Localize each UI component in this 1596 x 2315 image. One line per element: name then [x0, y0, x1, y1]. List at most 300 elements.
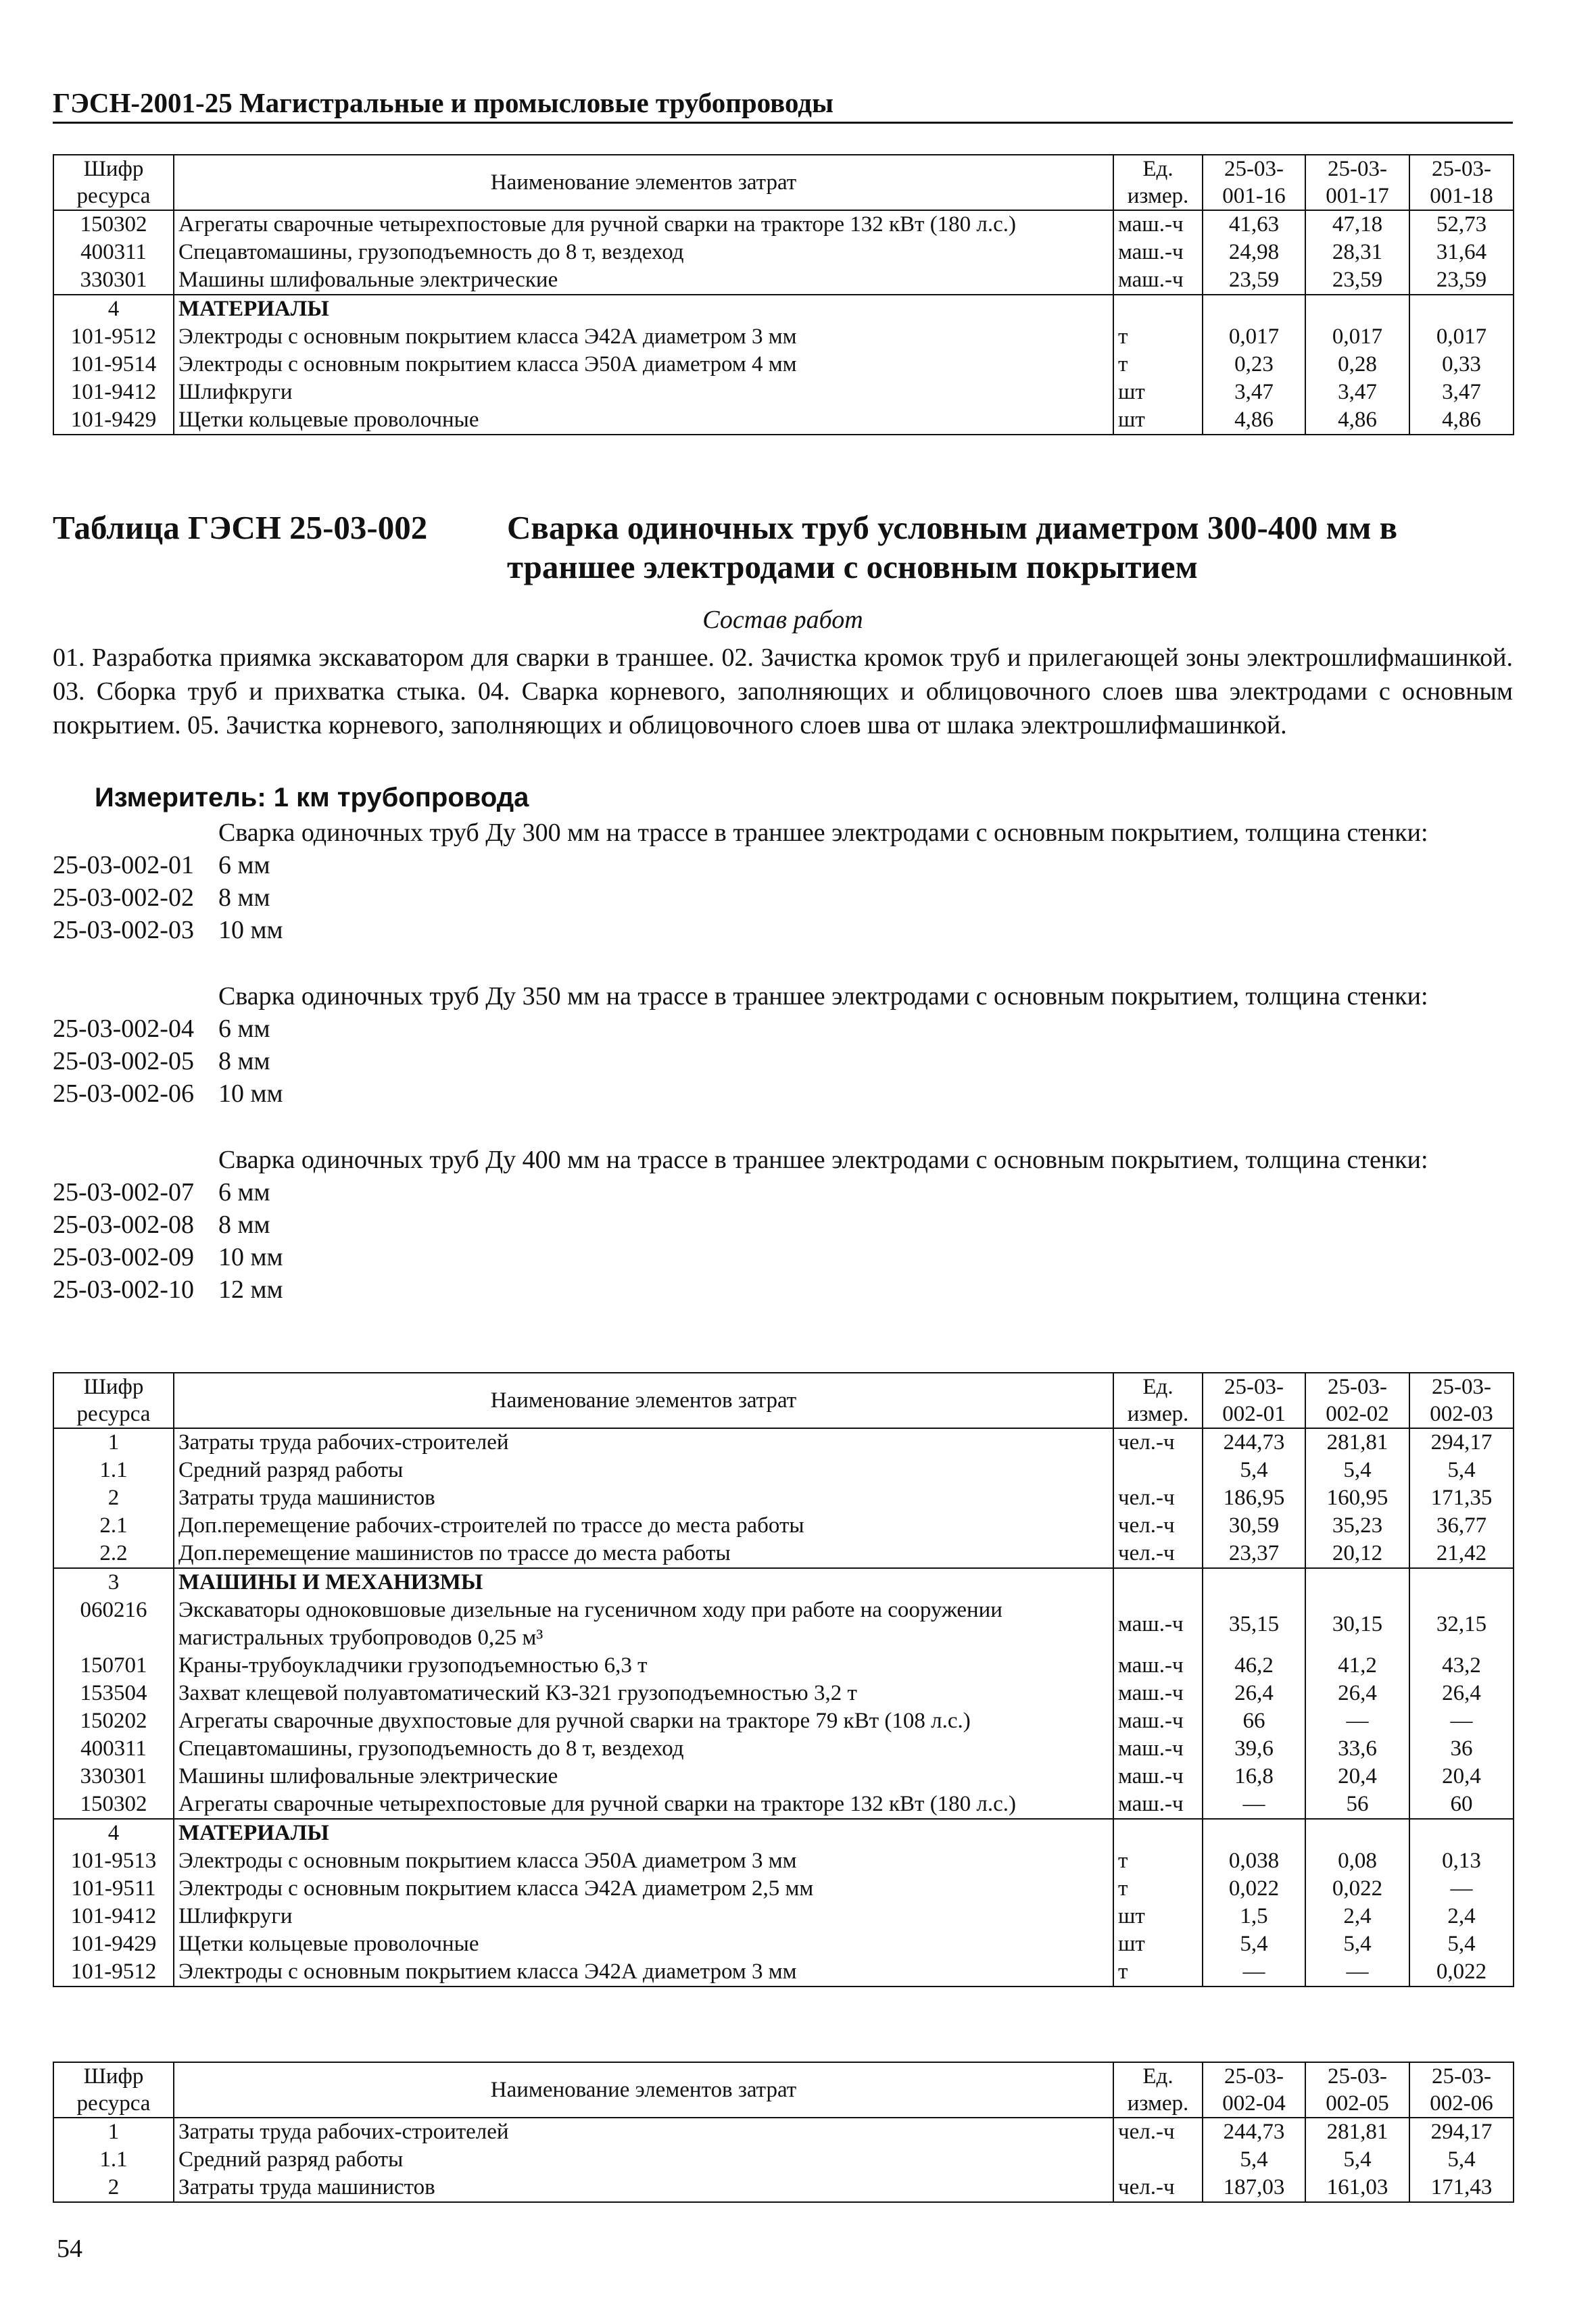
- resource-name-text: Щетки кольцевые проволочные: [178, 408, 479, 432]
- norm-thickness: 8 мм: [218, 1047, 270, 1075]
- unit: [1113, 1457, 1203, 1484]
- resource-name: [174, 1958, 1113, 1987]
- value: 186,95: [1203, 1484, 1305, 1512]
- resource-name-text: Доп.перемещение машинистов по трассе до места работы: [178, 1541, 731, 1565]
- resource-table-2: [53, 1372, 1514, 1987]
- value: 21,42: [1409, 1540, 1514, 1568]
- resource-name: [174, 266, 1113, 295]
- resource-code: 2.1: [53, 1512, 174, 1540]
- value: 161,03: [1305, 2174, 1409, 2202]
- value: 0,022: [1305, 1875, 1409, 1903]
- resource-name-text: Средний разряд работы: [178, 1458, 404, 1482]
- resource-name-text: Экскаваторы одноковшовые дизельные на гусеничном ходу при работе на сооружении: [178, 1598, 1002, 1622]
- unit: т: [1113, 323, 1203, 351]
- table-body: [53, 210, 1514, 435]
- resource-name-text: Спецавтомашины, грузоподъемность до 8 т, вездеход: [178, 1736, 684, 1761]
- resource-name: [174, 1707, 1113, 1735]
- unit: т: [1113, 351, 1203, 379]
- resource-code: 4: [53, 1819, 174, 1847]
- header-c1: 25-03-001-16: [1203, 155, 1305, 210]
- norm-item: [53, 1013, 1513, 1045]
- value: 3,47: [1203, 379, 1305, 406]
- value: 294,17: [1409, 1428, 1514, 1457]
- resource-code: 101-9513: [53, 1847, 174, 1875]
- norm-group: [53, 817, 1513, 946]
- unit: маш.-ч: [1113, 1680, 1203, 1707]
- table-row: [53, 2146, 1514, 2174]
- table-body: [53, 2118, 1514, 2202]
- unit: [1113, 2146, 1203, 2174]
- norm-item: [53, 1176, 1513, 1209]
- norm-thickness: 6 мм: [218, 1015, 270, 1043]
- resource-name: [174, 1847, 1113, 1875]
- value: 36: [1409, 1735, 1514, 1763]
- norm-item: [53, 1273, 1513, 1306]
- table-header: [53, 155, 1514, 210]
- value: 20,4: [1409, 1763, 1514, 1790]
- header-c3: 25-03-002-06: [1409, 2062, 1514, 2118]
- norm-thickness: 10 мм: [218, 1243, 283, 1271]
- value: 1,5: [1203, 1903, 1305, 1930]
- value: 294,17: [1409, 2118, 1514, 2146]
- value: 5,4: [1203, 2146, 1305, 2174]
- table-row: [53, 210, 1514, 239]
- value: [1409, 1568, 1514, 1597]
- resource-code: 101-9412: [53, 1903, 174, 1930]
- unit: чел.-ч: [1113, 1512, 1203, 1540]
- table-row: [53, 406, 1514, 435]
- running-head: ГЭСН-2001-25 Магистральные и промысловые трубопроводы: [53, 87, 1513, 124]
- value: 32,15: [1409, 1597, 1514, 1652]
- header-name: Наименование элементов затрат: [174, 1373, 1113, 1428]
- resource-name-text: Машины шлифовальные электрические: [178, 268, 558, 292]
- value: 171,35: [1409, 1484, 1514, 1512]
- value: 3,47: [1409, 379, 1514, 406]
- value: [1305, 1568, 1409, 1597]
- table-code: Таблица ГЭСН 25-03-002: [53, 509, 428, 546]
- resource-name: [174, 1484, 1113, 1512]
- unit: чел.-ч: [1113, 1540, 1203, 1568]
- table-row: [53, 1958, 1514, 1987]
- table-row: [53, 2174, 1514, 2202]
- norm-code: 25-03-002-01: [53, 851, 194, 879]
- table-row: [53, 1484, 1514, 1512]
- table-row: [53, 1819, 1514, 1847]
- resource-code: 101-9429: [53, 406, 174, 435]
- resource-code: 1: [53, 2118, 174, 2146]
- table-row: [53, 379, 1514, 406]
- norm-thickness: 10 мм: [218, 1079, 283, 1108]
- value: —: [1305, 1958, 1409, 1987]
- value: [1203, 295, 1305, 323]
- table-row: [53, 1875, 1514, 1903]
- norm-group: [53, 980, 1513, 1110]
- value: 23,59: [1409, 266, 1514, 295]
- unit: маш.-ч: [1113, 1652, 1203, 1680]
- value: 20,12: [1305, 1540, 1409, 1568]
- resource-code: 400311: [53, 239, 174, 266]
- norm-code: 25-03-002-06: [53, 1079, 194, 1108]
- header-row: [53, 1373, 1514, 1428]
- unit: маш.-ч: [1113, 1597, 1203, 1652]
- norm-item: [53, 1077, 1513, 1110]
- header-name: Наименование элементов затрат: [174, 155, 1113, 210]
- resource-code: 2.2: [53, 1540, 174, 1568]
- value: 5,4: [1305, 1930, 1409, 1958]
- value: [1409, 1819, 1514, 1847]
- norm-code: 25-03-002-02: [53, 883, 194, 912]
- unit: маш.-ч: [1113, 1707, 1203, 1735]
- value: 46,2: [1203, 1652, 1305, 1680]
- resource-name: [174, 1903, 1113, 1930]
- resource-name-text: Электроды с основным покрытием класса Э42А диаметром 3 мм: [178, 324, 797, 349]
- norm-code: 25-03-002-07: [53, 1178, 194, 1207]
- table-row: [53, 1512, 1514, 1540]
- value: 66: [1203, 1707, 1305, 1735]
- resource-code: 150701: [53, 1652, 174, 1680]
- value: 4,86: [1203, 406, 1305, 435]
- value: 4,86: [1305, 406, 1409, 435]
- table-row: [53, 323, 1514, 351]
- resource-code: 150202: [53, 1707, 174, 1735]
- value: 20,4: [1305, 1763, 1409, 1790]
- page-number: 54: [57, 2235, 82, 2263]
- table-row: [53, 1735, 1514, 1763]
- table-row: [53, 1652, 1514, 1680]
- value: 23,59: [1203, 266, 1305, 295]
- value: 26,4: [1305, 1680, 1409, 1707]
- norm-code: 25-03-002-08: [53, 1211, 194, 1239]
- resource-name: [174, 1790, 1113, 1819]
- value: 5,4: [1409, 2146, 1514, 2174]
- resource-code: 060216: [53, 1597, 174, 1652]
- resource-code: 101-9512: [53, 323, 174, 351]
- value: 281,81: [1305, 1428, 1409, 1457]
- unit: т: [1113, 1958, 1203, 1987]
- value: 0,022: [1203, 1875, 1305, 1903]
- table-row: [53, 1847, 1514, 1875]
- resource-name-text: Краны-трубоукладчики грузоподъемностью 6,3 т: [178, 1653, 648, 1678]
- resource-name: [174, 1512, 1113, 1540]
- resource-code: 2: [53, 1484, 174, 1512]
- table-row: [53, 1903, 1514, 1930]
- unit: маш.-ч: [1113, 1735, 1203, 1763]
- unit: шт: [1113, 1930, 1203, 1958]
- unit: чел.-ч: [1113, 1484, 1203, 1512]
- value: 5,4: [1305, 2146, 1409, 2174]
- norm-thickness: 8 мм: [218, 883, 270, 912]
- norm-thickness: 6 мм: [218, 851, 270, 879]
- value: 35,15: [1203, 1597, 1305, 1652]
- value: —: [1203, 1958, 1305, 1987]
- header-code: Шифр ресурса: [53, 1373, 174, 1428]
- value: 5,4: [1203, 1457, 1305, 1484]
- value: 5,4: [1305, 1457, 1409, 1484]
- value: 43,2: [1409, 1652, 1514, 1680]
- value: 60: [1409, 1790, 1514, 1819]
- value: 23,37: [1203, 1540, 1305, 1568]
- resource-code: 101-9511: [53, 1875, 174, 1903]
- unit: маш.-ч: [1113, 266, 1203, 295]
- resource-name: [174, 1568, 1113, 1597]
- value: 0,017: [1203, 323, 1305, 351]
- resource-name: [174, 1819, 1113, 1847]
- group-description: Сварка одиночных труб Ду 350 мм на трассе в траншее электродами с основным покрытием, толщина стенки:: [218, 982, 1428, 1010]
- group-description: Сварка одиночных труб Ду 300 мм на трассе в траншее электродами с основным покрытием, толщина стенки:: [218, 819, 1428, 847]
- value: 56: [1305, 1790, 1409, 1819]
- header-c2: 25-03-002-02: [1305, 1373, 1409, 1428]
- header-c1: 25-03-002-04: [1203, 2062, 1305, 2118]
- resource-name: [174, 1680, 1113, 1707]
- value: 26,4: [1203, 1680, 1305, 1707]
- resource-name: [174, 1875, 1113, 1903]
- header-c1: 25-03-002-01: [1203, 1373, 1305, 1428]
- resource-table-3: [53, 2062, 1514, 2203]
- resource-name: [174, 239, 1113, 266]
- resource-code: 4: [53, 295, 174, 323]
- resource-name: [174, 2146, 1113, 2174]
- resource-name-text: Агрегаты сварочные двухпостовые для ручной сварки на тракторе 79 кВт (108 л.с.): [178, 1709, 971, 1733]
- value: 0,13: [1409, 1847, 1514, 1875]
- resource-name-text: Электроды с основным покрытием класса Э50А диаметром 3 мм: [178, 1849, 797, 1873]
- resource-code: 2: [53, 2174, 174, 2202]
- value: 41,2: [1305, 1652, 1409, 1680]
- resource-name: [174, 323, 1113, 351]
- resource-table-1: [53, 154, 1514, 435]
- table-row: [53, 1428, 1514, 1457]
- resource-name-text: МАТЕРИАЛЫ: [178, 297, 329, 321]
- resource-code: 1: [53, 1428, 174, 1457]
- value: 160,95: [1305, 1484, 1409, 1512]
- resource-code: 101-9412: [53, 379, 174, 406]
- header-c2: 25-03-001-17: [1305, 155, 1409, 210]
- header-c2: 25-03-002-05: [1305, 2062, 1409, 2118]
- table-row: [53, 239, 1514, 266]
- resource-name-text: Электроды с основным покрытием класса Э50А диаметром 4 мм: [178, 352, 797, 376]
- resource-name: [174, 2118, 1113, 2146]
- norm-thickness: 12 мм: [218, 1275, 283, 1304]
- table-row: [53, 1597, 1514, 1652]
- header-row: [53, 2062, 1514, 2118]
- value: 52,73: [1409, 210, 1514, 239]
- norm-code: 25-03-002-09: [53, 1243, 194, 1271]
- measure-unit: Измеритель: 1 км трубопровода: [95, 783, 529, 812]
- resource-name-text-cont: магистральных трубопроводов 0,25 м³: [178, 1626, 543, 1650]
- resource-code: 101-9512: [53, 1958, 174, 1987]
- resource-code: 330301: [53, 1763, 174, 1790]
- resource-name: [174, 1540, 1113, 1568]
- unit: шт: [1113, 379, 1203, 406]
- value: 0,28: [1305, 351, 1409, 379]
- value: 23,59: [1305, 266, 1409, 295]
- resource-name: [174, 295, 1113, 323]
- work-composition-label: Состав работ: [702, 606, 863, 634]
- norm-thickness: 6 мм: [218, 1178, 270, 1207]
- resource-code: 153504: [53, 1680, 174, 1707]
- value: 0,08: [1305, 1847, 1409, 1875]
- value: 16,8: [1203, 1763, 1305, 1790]
- value: [1203, 1819, 1305, 1847]
- table-row: [53, 1790, 1514, 1819]
- resource-name-text: Электроды с основным покрытием класса Э42А диаметром 3 мм: [178, 1959, 797, 1984]
- value: 36,77: [1409, 1512, 1514, 1540]
- value: 2,4: [1305, 1903, 1409, 1930]
- value: 30,59: [1203, 1512, 1305, 1540]
- unit: чел.-ч: [1113, 2174, 1203, 2202]
- table-row: [53, 295, 1514, 323]
- resource-name-text: Агрегаты сварочные четырехпостовые для ручной сварки на тракторе 132 кВт (180 л.с.): [178, 212, 1017, 237]
- header-c3: 25-03-001-18: [1409, 155, 1514, 210]
- table-header: [53, 1373, 1514, 1428]
- value: —: [1305, 1707, 1409, 1735]
- table-row: [53, 266, 1514, 295]
- table-row: [53, 1707, 1514, 1735]
- header-code: Шифр ресурса: [53, 2062, 174, 2118]
- table-title: Сварка одиночных труб условным диаметром 300-400 мм в траншее электродами с основным покрытием: [507, 509, 1398, 585]
- unit: чел.-ч: [1113, 2118, 1203, 2146]
- resource-code: 101-9514: [53, 351, 174, 379]
- resource-name: [174, 379, 1113, 406]
- resource-name: [174, 1930, 1113, 1958]
- value: 39,6: [1203, 1735, 1305, 1763]
- header-code: Шифр ресурса: [53, 155, 174, 210]
- header-unit: Ед. измер.: [1113, 2062, 1203, 2118]
- value: 244,73: [1203, 2118, 1305, 2146]
- resource-code: 150302: [53, 210, 174, 239]
- value: 0,038: [1203, 1847, 1305, 1875]
- value: 41,63: [1203, 210, 1305, 239]
- norm-thickness: 10 мм: [218, 916, 283, 944]
- resource-name-text: Затраты труда машинистов: [178, 2175, 435, 2199]
- resource-name: [174, 1457, 1113, 1484]
- resource-name: [174, 406, 1113, 435]
- value: 4,86: [1409, 406, 1514, 435]
- norm-code: 25-03-002-10: [53, 1275, 194, 1304]
- value: —: [1203, 1790, 1305, 1819]
- resource-name-text: Агрегаты сварочные четырехпостовые для ручной сварки на тракторе 132 кВт (180 л.с.): [178, 1792, 1017, 1816]
- value: 171,43: [1409, 2174, 1514, 2202]
- value: 244,73: [1203, 1428, 1305, 1457]
- value: 5,4: [1409, 1457, 1514, 1484]
- resource-code: 1.1: [53, 1457, 174, 1484]
- resource-name: [174, 1735, 1113, 1763]
- header-row: [53, 155, 1514, 210]
- value: 0,017: [1305, 323, 1409, 351]
- table-row: [53, 1930, 1514, 1958]
- resource-code: 101-9429: [53, 1930, 174, 1958]
- unit: маш.-ч: [1113, 1790, 1203, 1819]
- value: —: [1409, 1707, 1514, 1735]
- unit: [1113, 1819, 1203, 1847]
- unit: шт: [1113, 1903, 1203, 1930]
- value: [1305, 295, 1409, 323]
- resource-name-text: Электроды с основным покрытием класса Э42А диаметром 2,5 мм: [178, 1876, 814, 1901]
- norm-item: [53, 1209, 1513, 1241]
- resource-name-text: Захват клещевой полуавтоматический КЗ-321 грузоподъемностью 3,2 т: [178, 1681, 857, 1705]
- value: 33,6: [1305, 1735, 1409, 1763]
- value: [1305, 1819, 1409, 1847]
- norm-item: [53, 1241, 1513, 1273]
- resource-name: [174, 1597, 1113, 1652]
- document-page: [53, 0, 1513, 2315]
- value: —: [1409, 1875, 1514, 1903]
- value: 24,98: [1203, 239, 1305, 266]
- norm-item: [53, 914, 1513, 946]
- unit: [1113, 1568, 1203, 1597]
- norm-item: [53, 881, 1513, 914]
- work-composition-text: 01. Разработка приямка экскаватором для сварки в траншее. 02. Зачистка кромок труб и прилегающей зоны электрошлифмашинкой. 03. Сборка труб и прихватка стыка. 04. Сварка корневого, заполняющих и облицовочного слоев шва электродами с основным покрытием. 05. Зачистка корневого, заполняющих и облицовочного слоев шва от шлака электрошлифмашинкой.: [53, 643, 1513, 739]
- value: 0,022: [1409, 1958, 1514, 1987]
- norm-group: [53, 1144, 1513, 1306]
- table-row: [53, 1763, 1514, 1790]
- unit: шт: [1113, 406, 1203, 435]
- value: 3,47: [1305, 379, 1409, 406]
- unit: т: [1113, 1875, 1203, 1903]
- table-row: [53, 1568, 1514, 1597]
- value: 5,4: [1409, 1930, 1514, 1958]
- resource-name-text: Спецавтомашины, грузоподъемность до 8 т, вездеход: [178, 240, 684, 264]
- unit: маш.-ч: [1113, 210, 1203, 239]
- resource-name: [174, 1428, 1113, 1457]
- unit: маш.-ч: [1113, 1763, 1203, 1790]
- resource-name-text: МАШИНЫ И МЕХАНИЗМЫ: [178, 1570, 483, 1594]
- resource-name-text: Затраты труда машинистов: [178, 1486, 435, 1510]
- value: 28,31: [1305, 239, 1409, 266]
- unit: [1113, 295, 1203, 323]
- value: 31,64: [1409, 239, 1514, 266]
- resource-name: [174, 1763, 1113, 1790]
- table-header: [53, 2062, 1514, 2118]
- header-c3: 25-03-002-03: [1409, 1373, 1514, 1428]
- resource-name-text: Шлифкруги: [178, 1904, 293, 1928]
- value: 281,81: [1305, 2118, 1409, 2146]
- resource-code: 150302: [53, 1790, 174, 1819]
- norm-code: 25-03-002-05: [53, 1047, 194, 1075]
- unit: чел.-ч: [1113, 1428, 1203, 1457]
- table-row: [53, 1457, 1514, 1484]
- value: [1409, 295, 1514, 323]
- value: 26,4: [1409, 1680, 1514, 1707]
- table-body: [53, 1428, 1514, 1987]
- value: 0,23: [1203, 351, 1305, 379]
- resource-code: 400311: [53, 1735, 174, 1763]
- resource-name-text: Шлифкруги: [178, 380, 293, 404]
- value: 187,03: [1203, 2174, 1305, 2202]
- resource-name-text: Щетки кольцевые проволочные: [178, 1932, 479, 1956]
- resource-name: [174, 2174, 1113, 2202]
- table-row: [53, 1680, 1514, 1707]
- value: 0,017: [1409, 323, 1514, 351]
- value: 0,33: [1409, 351, 1514, 379]
- header-unit: Ед. измер.: [1113, 1373, 1203, 1428]
- table-row: [53, 2118, 1514, 2146]
- resource-name-text: Затраты труда рабочих-строителей: [178, 1430, 509, 1455]
- value: 2,4: [1409, 1903, 1514, 1930]
- resource-name-text: Машины шлифовальные электрические: [178, 1764, 558, 1788]
- value: 30,15: [1305, 1597, 1409, 1652]
- resource-name: [174, 210, 1113, 239]
- resource-name-text: Затраты труда рабочих-строителей: [178, 2120, 509, 2144]
- norm-code: 25-03-002-04: [53, 1015, 194, 1043]
- value: [1203, 1568, 1305, 1597]
- table-row: [53, 1540, 1514, 1568]
- header-unit: Ед. измер.: [1113, 155, 1203, 210]
- resource-name: [174, 351, 1113, 379]
- norm-item: [53, 849, 1513, 881]
- unit: маш.-ч: [1113, 239, 1203, 266]
- resource-code: 3: [53, 1568, 174, 1597]
- norm-thickness: 8 мм: [218, 1211, 270, 1239]
